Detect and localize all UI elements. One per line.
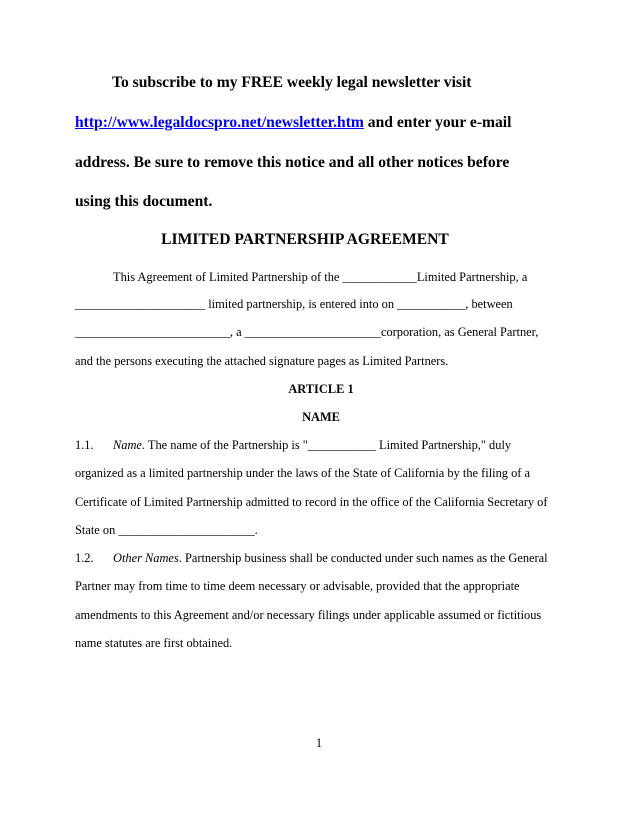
intro-line-4: and the persons executing the attached signature pages as Limited Partners. — [75, 354, 449, 368]
notice-line-2-rest: and enter your e-mail — [363, 114, 512, 131]
section-1-2-line-4: name statutes are first obtained. — [75, 636, 233, 650]
intro-line-1: This Agreement of Limited Partnership of the ____________Limited Partnership, a — [113, 270, 528, 284]
section-1-1-line-2: organized as a limited partnership under the laws of the State of California by the filing of a — [75, 466, 530, 480]
section-1-2-line-3: amendments to this Agreement and/or necessary filings under applicable assumed or fictitious — [75, 608, 542, 622]
section-text: . Partnership business shall be conducted under such names as the General — [178, 551, 548, 565]
notice-line-4: using this document. — [75, 193, 213, 210]
notice-line-2 — [75, 114, 575, 132]
newsletter-link[interactable]: http://www.legaldocspro.net/newsletter.htm — [75, 114, 364, 131]
notice-line-1: To subscribe to my FREE weekly legal newsletter visit — [112, 74, 472, 91]
section-heading: Other Names — [113, 551, 179, 565]
section-1-2-first-line — [75, 551, 548, 566]
section-1-1-first-line — [75, 438, 511, 453]
section-number: 1.1. — [75, 438, 94, 452]
article-title: NAME — [302, 410, 340, 424]
section-text: . The name of the Partnership is "___________ Limited Partnership," duly — [141, 438, 512, 452]
page-number: 1 — [315, 736, 323, 750]
notice-line-3: address. Be sure to remove this notice and all other notices before — [75, 154, 510, 171]
section-1-1-line-3: Certificate of Limited Partnership admitted to record in the office of the California Secretary of — [75, 495, 548, 509]
document-title: LIMITED PARTNERSHIP AGREEMENT — [161, 231, 449, 248]
section-1-1-line-4: State on ______________________. — [75, 523, 258, 537]
intro-line-3: _________________________, a ______________________corporation, as General Partner, — [75, 325, 539, 339]
section-number: 1.2. — [75, 551, 94, 565]
article-label: ARTICLE 1 — [288, 382, 354, 396]
section-1-2-line-2: Partner may from time to time deem necessary or advisable, provided that the appropriate — [75, 579, 520, 593]
intro-line-2: _____________________ limited partnership, is entered into on ___________, between — [75, 297, 513, 311]
section-heading: Name — [113, 438, 142, 452]
